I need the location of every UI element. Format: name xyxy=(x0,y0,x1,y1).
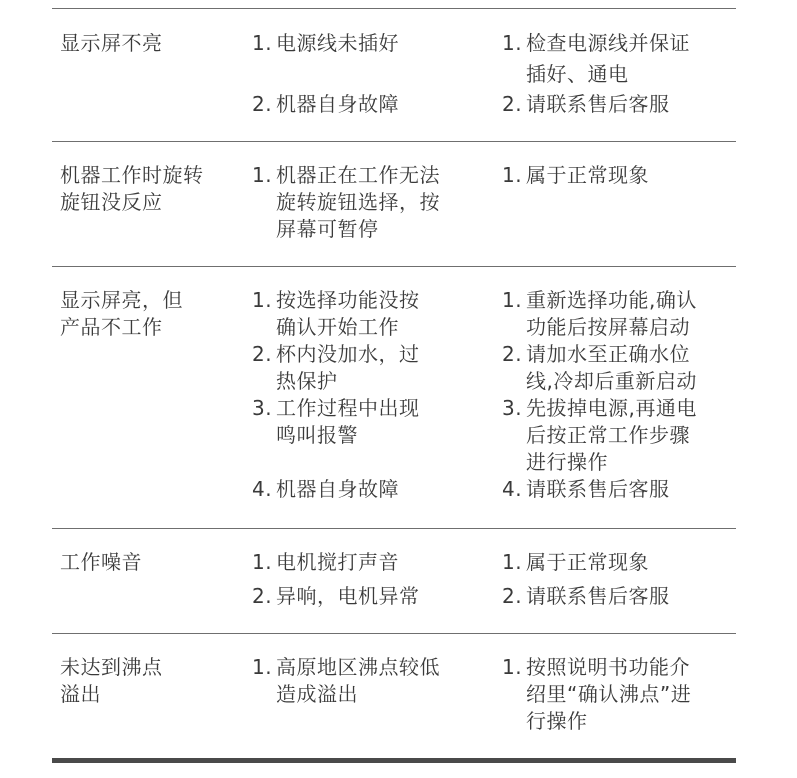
cause-text: 旋转旋钮选择，按 xyxy=(276,190,440,214)
solution-item xyxy=(502,549,736,576)
problem-cell xyxy=(60,654,235,708)
solution-text: 先拔掉电源,再通电 xyxy=(526,396,697,420)
cause-item xyxy=(252,162,477,243)
cause-text: 机器正在工作无法 xyxy=(276,163,440,187)
solution-cell xyxy=(502,30,736,118)
item-number: 2. xyxy=(502,584,523,608)
solution-cell xyxy=(502,287,736,503)
table-row xyxy=(52,634,736,754)
item-number: 4. xyxy=(252,477,273,501)
item-number: 1. xyxy=(252,550,273,574)
problem-cell xyxy=(60,287,235,341)
cause-text: 杯内没加水，过 xyxy=(276,342,420,366)
cause-cell xyxy=(252,549,477,610)
solution-item xyxy=(502,287,736,341)
item-number: 1. xyxy=(502,31,523,55)
item-number: 2. xyxy=(502,92,523,116)
problem-cell xyxy=(60,549,235,576)
cause-cell xyxy=(252,162,477,243)
item-number: 1. xyxy=(502,288,523,312)
item-number: 2. xyxy=(252,584,273,608)
cause-item xyxy=(252,549,477,576)
solution-text: 后按正常工作步骤 xyxy=(526,423,690,447)
cause-text: 热保护 xyxy=(276,369,338,393)
cause-text: 工作过程中出现 xyxy=(276,396,420,420)
solution-item xyxy=(502,654,736,735)
cause-item xyxy=(252,91,477,118)
solution-item xyxy=(502,30,736,88)
problem-text: 溢出 xyxy=(60,682,101,706)
cause-text: 高原地区沸点较低 xyxy=(276,655,440,679)
item-number: 3. xyxy=(252,396,273,420)
table-bottom-bar xyxy=(52,758,736,763)
cause-text: 电源线未插好 xyxy=(276,31,399,55)
solution-text: 行操作 xyxy=(526,709,588,733)
solution-text: 功能后按屏幕启动 xyxy=(526,315,690,339)
cause-cell xyxy=(252,30,477,118)
solution-text: 检查电源线并保证 xyxy=(526,31,690,55)
problem-cell xyxy=(60,162,235,216)
item-number: 3. xyxy=(502,396,523,420)
cause-text: 机器自身故障 xyxy=(276,92,399,116)
cause-item xyxy=(252,583,477,610)
cause-text: 屏幕可暂停 xyxy=(276,217,379,241)
table-row xyxy=(52,267,736,529)
item-number: 1. xyxy=(252,163,273,187)
cause-item xyxy=(252,341,477,395)
cause-item xyxy=(252,654,477,708)
solution-text: 按照说明书功能介 xyxy=(526,655,690,679)
problem-text: 工作噪音 xyxy=(60,550,142,574)
solution-text: 请联系售后客服 xyxy=(526,477,670,501)
table-row xyxy=(52,9,736,142)
solution-text: 请联系售后客服 xyxy=(526,584,670,608)
solution-item xyxy=(502,395,736,476)
cause-text: 异响，电机异常 xyxy=(276,584,420,608)
solution-item xyxy=(502,162,736,189)
cause-item xyxy=(252,30,477,57)
problem-text: 产品不工作 xyxy=(60,315,163,339)
cause-text: 电机搅打声音 xyxy=(276,550,399,574)
cause-item xyxy=(252,287,477,341)
item-number: 1. xyxy=(502,550,523,574)
cause-text: 造成溢出 xyxy=(276,682,358,706)
problem-cell xyxy=(60,30,235,57)
cause-item xyxy=(252,395,477,449)
item-number: 1. xyxy=(502,655,523,679)
cause-text: 鸣叫报警 xyxy=(276,423,358,447)
item-number: 2. xyxy=(252,342,273,366)
item-number: 2. xyxy=(502,342,523,366)
cause-item xyxy=(252,476,477,503)
solution-cell xyxy=(502,162,736,189)
problem-text: 旋钮没反应 xyxy=(60,190,163,214)
item-number: 2. xyxy=(252,92,273,116)
solution-cell xyxy=(502,654,736,735)
item-number: 1. xyxy=(502,163,523,187)
solution-text: 请加水至正确水位 xyxy=(526,342,690,366)
solution-item xyxy=(502,583,736,610)
item-number: 4. xyxy=(502,477,523,501)
problem-text: 显示屏亮，但 xyxy=(60,288,183,312)
item-number: 1. xyxy=(252,655,273,679)
solution-text: 插好、通电 xyxy=(526,62,629,86)
solution-text: 属于正常现象 xyxy=(526,550,649,574)
cause-cell xyxy=(252,287,477,503)
problem-text: 显示屏不亮 xyxy=(60,31,163,55)
solution-item xyxy=(502,91,736,118)
solution-text: 绍里“确认沸点”进 xyxy=(526,682,692,706)
solution-item xyxy=(502,341,736,395)
solution-text: 重新选择功能,确认 xyxy=(526,288,697,312)
table-row xyxy=(52,142,736,267)
cause-cell xyxy=(252,654,477,708)
solution-text: 线,冷却后重新启动 xyxy=(526,369,697,393)
item-number: 1. xyxy=(252,288,273,312)
cause-text: 机器自身故障 xyxy=(276,477,399,501)
solution-item xyxy=(502,476,736,503)
solution-text: 请联系售后客服 xyxy=(526,92,670,116)
solution-text: 进行操作 xyxy=(526,450,608,474)
cause-text: 确认开始工作 xyxy=(276,315,399,339)
table-row xyxy=(52,529,736,634)
cause-text: 按选择功能没按 xyxy=(276,288,420,312)
item-number: 1. xyxy=(252,31,273,55)
solution-cell xyxy=(502,549,736,610)
problem-text: 未达到沸点 xyxy=(60,655,163,679)
problem-text: 机器工作时旋转 xyxy=(60,163,204,187)
solution-text: 属于正常现象 xyxy=(526,163,649,187)
